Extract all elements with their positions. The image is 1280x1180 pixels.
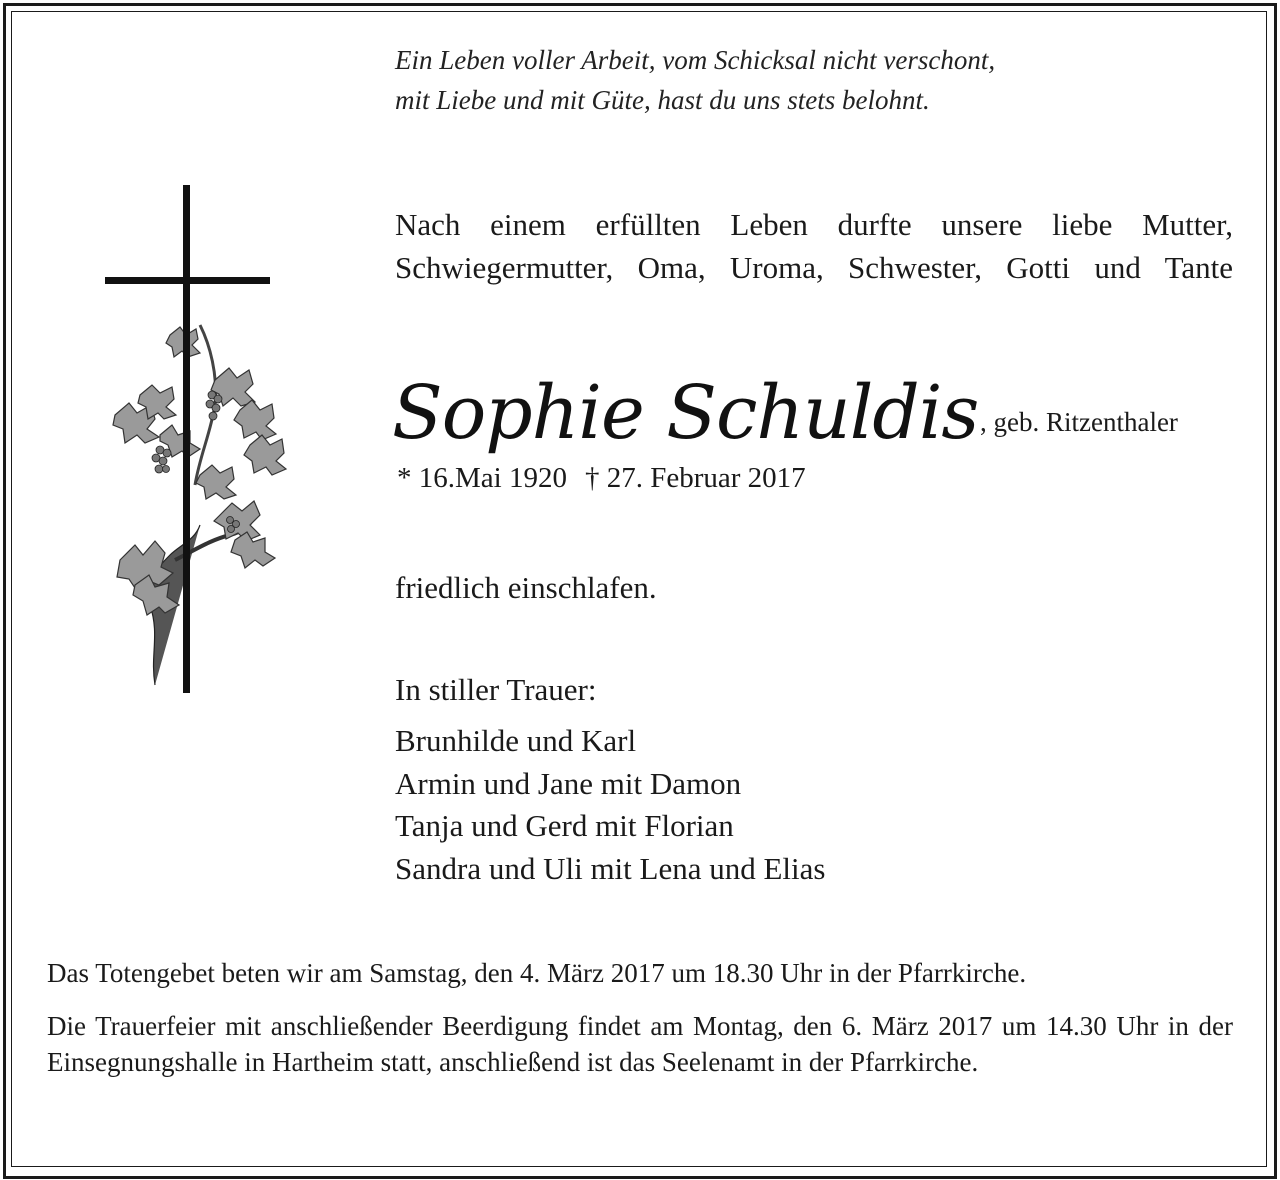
list-item: Armin und Jane mit Damon [395,765,742,801]
deceased-name-row [390,360,1250,460]
mourners-list [395,720,825,890]
list-item: Sandra und Uli mit Lena und Elias [395,850,826,886]
memorial-verse [395,40,1215,120]
mourning-heading: In stiller Trauer: [395,672,597,707]
life-dates [397,462,824,495]
death-date: † 27. Februar 2017 [584,462,806,494]
birth-date: * 16.Mai 1920 [397,462,567,494]
list-item: Brunhilde und Karl [395,723,637,758]
prayer-notice: Das Totengebet beten wir am Samstag, den 4. März 2017 um 18.30 Uhr in der Pfarrkirche. [47,958,1027,988]
cross-with-grapevine-icon [100,185,300,700]
deceased-name-text: Sophie Schuldis [392,370,979,456]
deceased-name [390,360,990,460]
verse-line-1: Ein Leben voller Arbeit, vom Schicksal nicht verschont, [395,45,996,75]
intro-line-2: Schwiegermutter, Oma, Uroma, Schwester, Gotti und Tante [395,250,1233,285]
passing-text: friedlich einschlafen. [395,570,657,605]
maiden-name: , geb. Ritzenthaler [980,407,1178,437]
funeral-notice: Die Trauerfeier mit anschließender Beerdigung findet am Montag, den 6. März 2017 um 14.30 Uhr in der Einsegnungshalle in Hartheim statt, anschließend ist das Seelenamt in der Pfarrkirche. [47,1011,1233,1077]
list-item: Tanja und Gerd mit Florian [395,808,734,843]
intro-text [395,203,1233,289]
verse-line-2: mit Liebe und mit Güte, hast du uns stets belohnt. [395,85,930,115]
intro-line-1: Nach einem erfüllten Leben durfte unsere liebe Mutter, [395,207,1233,242]
grapevine-icon [113,325,286,685]
